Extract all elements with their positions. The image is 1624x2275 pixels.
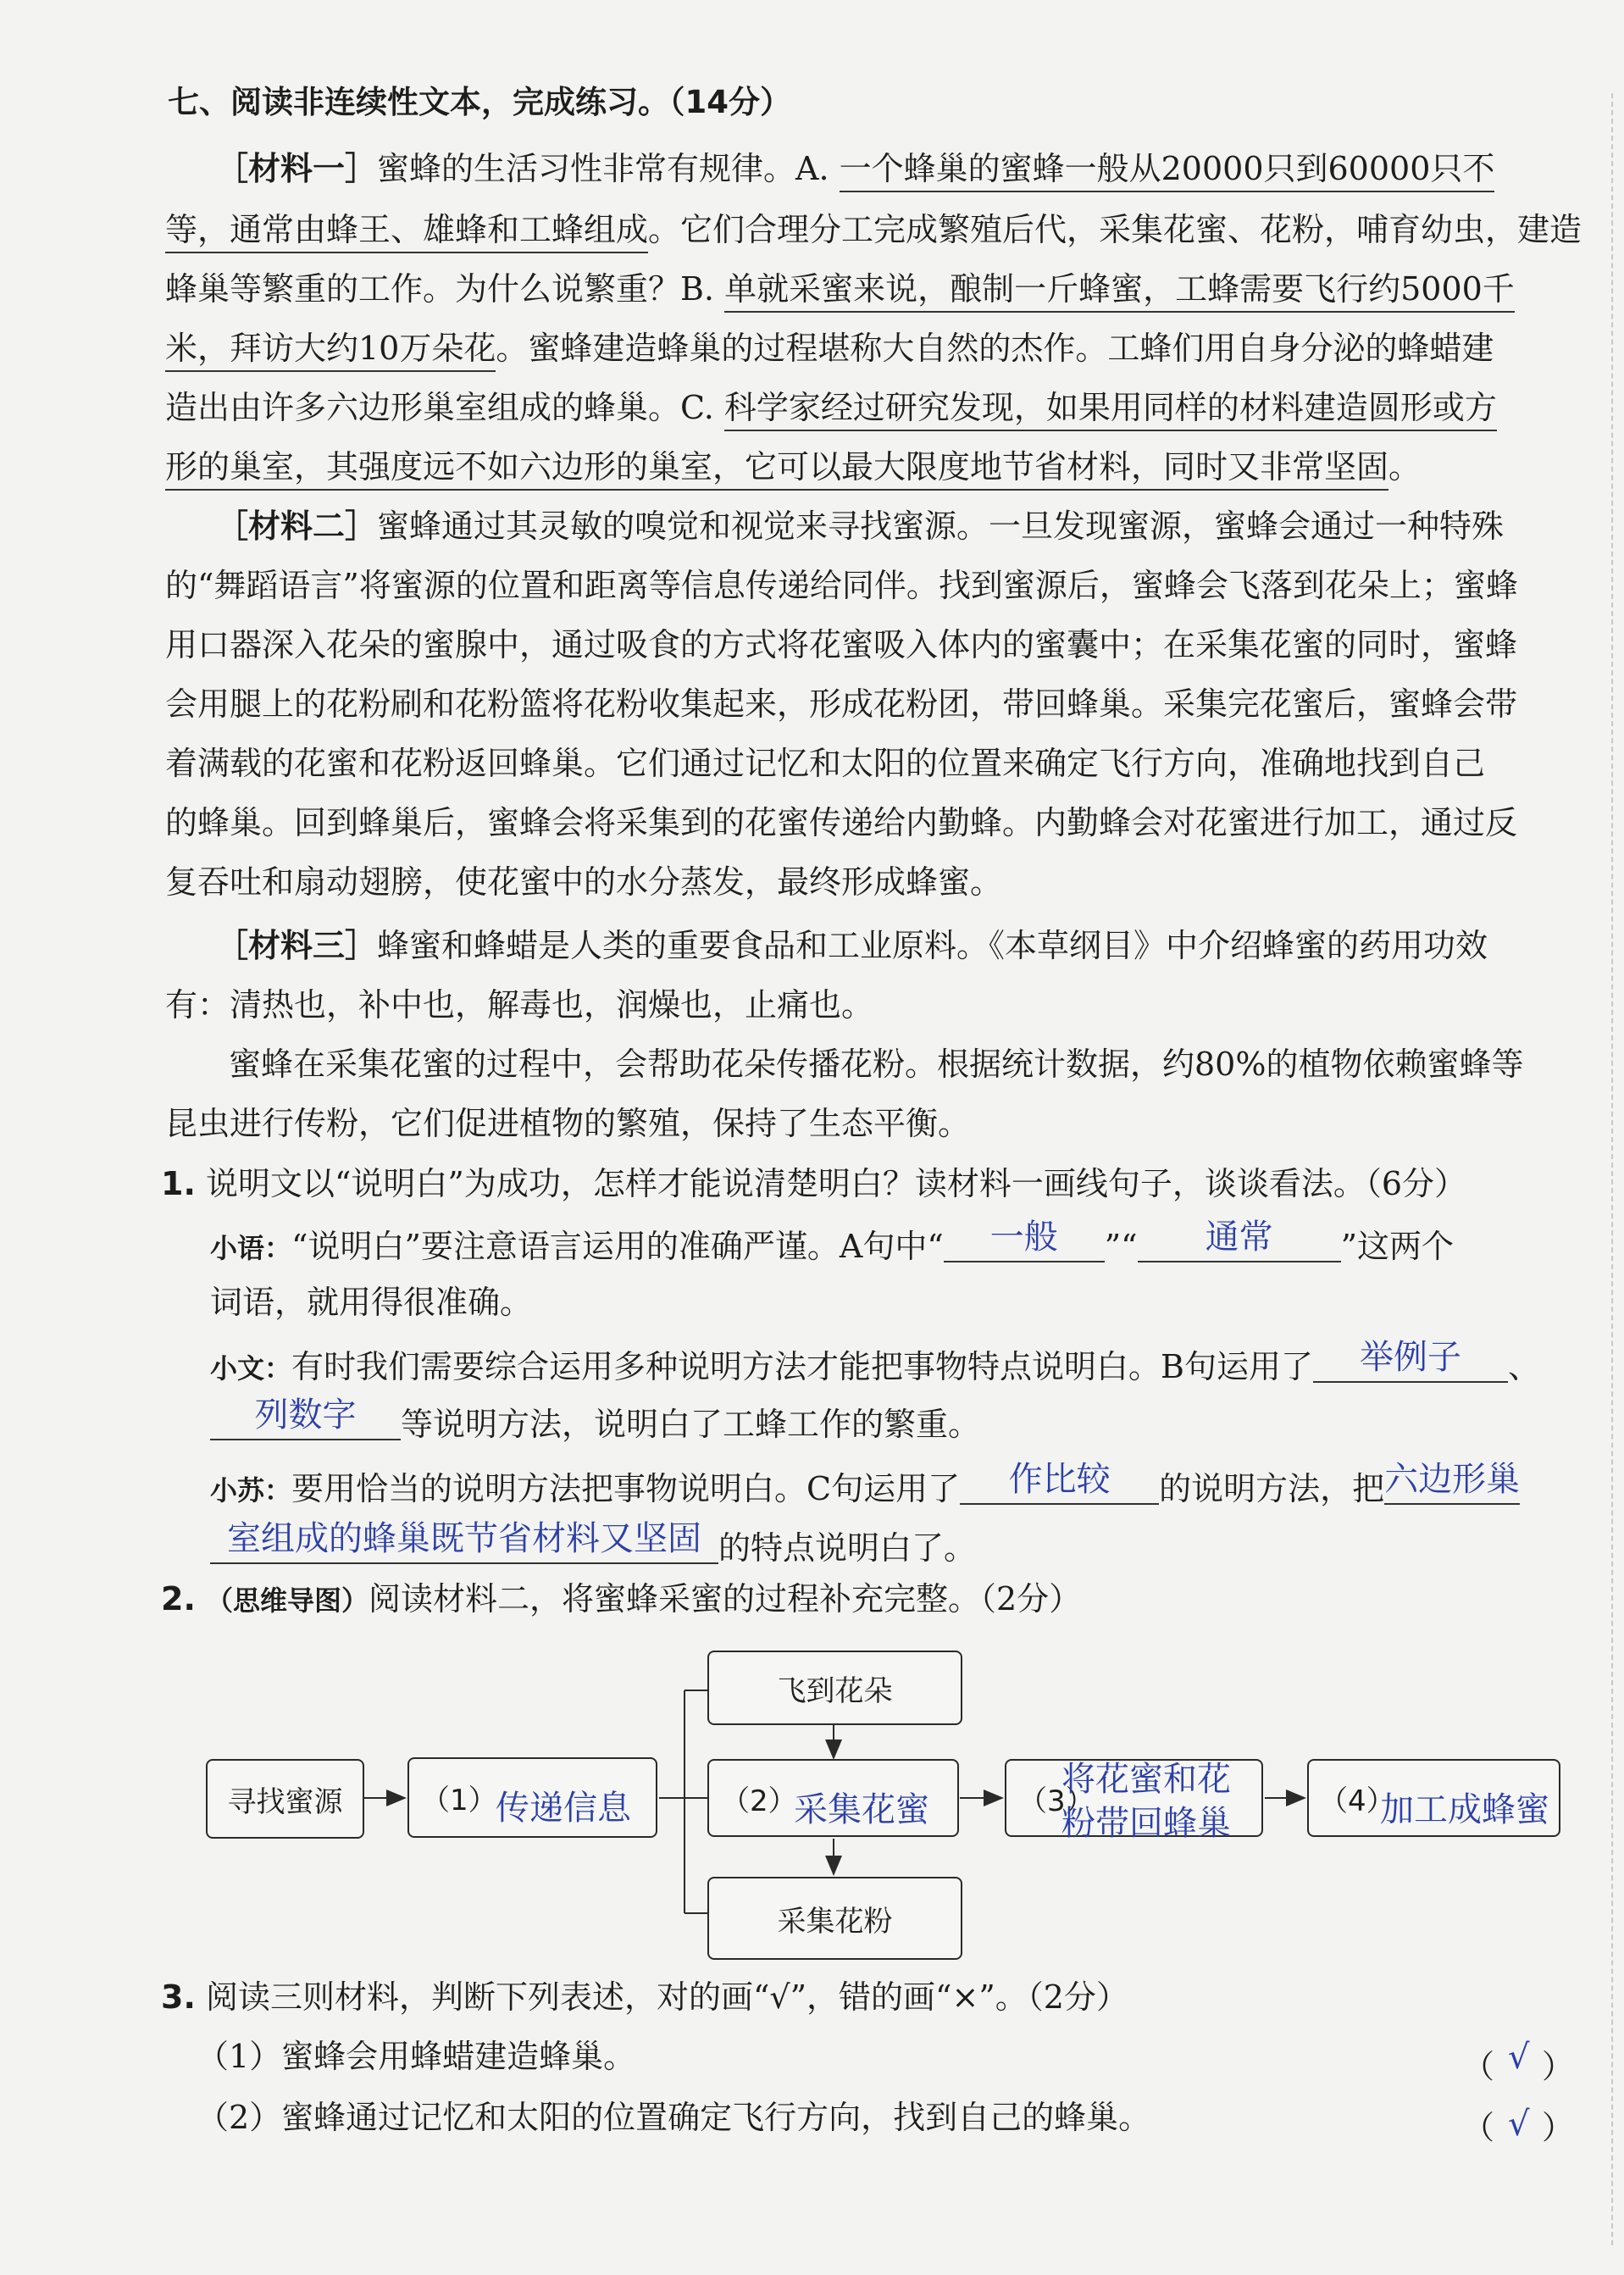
m2-line-3: 用口器深入花朵的蜜腺中，通过吸食的方式将花蜜吸入体内的蜜囊中；在采集花蜜的同时，蜜蜂 [165, 626, 1518, 663]
q1-xiaowen: 小文：有时我们需要综合运用多种说明方法才能把事物特点说明白。B句运用了 举例子 、 [210, 1338, 1540, 1385]
q3-item-1: （1）蜜蜂会用蜂蜡建造蜂巢。 [197, 2038, 636, 2075]
m1-tag: ［材料一］ [216, 150, 378, 187]
m1-line-1: ［材料一］蜜蜂的生活习性非常有规律。A. 一个蜂巢的蜜蜂一般从20000只到60000只不 [216, 153, 1494, 185]
m1-line-3: 蜂巢等繁重的工作。为什么说繁重？B. 单就采蜜来说，酿制一斤蜂蜜，工蜂需要飞行约5000千 [165, 273, 1515, 305]
answer-blank-1[interactable]: 一般 [944, 1229, 1105, 1262]
q3-item-2: （2）蜜蜂通过记忆和太阳的位置确定飞行方向，找到自己的蜂巢。 [197, 2099, 1151, 2136]
mindmap-node-4[interactable]: （4） 加工成蜂蜜 [1307, 1759, 1560, 1837]
answer-blank-5[interactable]: 作比较 [960, 1471, 1159, 1505]
m3-line-3: 蜜蜂在采集花蜜的过程中，会帮助花朵传播花粉。根据统计数据，约80%的植物依赖蜜蜂等 [229, 1046, 1524, 1083]
answer-blank-4[interactable]: 列数字 [210, 1407, 401, 1440]
mindmap-answer-4: 加工成蜂蜜 [1380, 1790, 1549, 1829]
q1-xiaosu: 小苏：要用恰当的说明方法把事物说明白。C句运用了 作比较 的说明方法，把 六边形巢 [210, 1460, 1521, 1507]
q1-prompt: 1. 说明文以“说明白”为成功，怎样才能说清楚明白？读材料一画线句子，谈谈看法。（6分） [161, 1165, 1467, 1202]
answer-blank-6b[interactable]: 室组成的蜂巢既节省材料又坚固 [210, 1530, 718, 1564]
m2-tag: ［材料二］ [216, 508, 378, 545]
mindmap-node-3[interactable]: （3） 将花蜜和花 粉带回蜂巢 [1005, 1759, 1263, 1837]
q2-prompt: 2. （思维导图）阅读材料二，将蜜蜂采蜜的过程补充完整。（2分） [161, 1580, 1082, 1617]
mindmap-node-1[interactable]: （1） 传递信息 [407, 1757, 657, 1838]
mindmap-tag: （思维导图） [205, 1584, 369, 1617]
underlined-sentence-b: 单就采蜜来说，酿制一斤蜂蜜，工蜂需要飞行约5000千 [724, 270, 1515, 313]
section-title: 七、阅读非连续性文本，完成练习。（14分） [168, 84, 791, 120]
q1-xiaowen-cont: 列数字 等说明方法，说明白了工蜂工作的繁重。 [210, 1407, 980, 1440]
m2-line-1: ［材料二］蜜蜂通过其灵敏的嗅觉和视觉来寻找蜜源。一旦发现蜜源，蜜蜂会通过一种特殊 [216, 508, 1505, 545]
q1-xiaoyu: 小语：“说明白”要注意语言运用的准确严谨。A句中“ 一般 ”“ 通常 ”这两个 [210, 1218, 1455, 1265]
q3-item-1-paren-open: （ [1462, 2048, 1495, 2085]
m1-line-2: 等，通常由蜂王、雄蜂和工蜂组成。它们合理分工完成繁殖后代，采集花蜜、花粉，哺育幼虫，建造 [165, 214, 1582, 246]
q3-item-2-paren-close: ） [1542, 2109, 1575, 2146]
q3-item-2-answer[interactable]: √ [1508, 2105, 1530, 2144]
q3-prompt: 3. 阅读三则材料，判断下列表述，对的画“√”，错的画“×”。（2分） [161, 1978, 1128, 2016]
m2-line-7: 复吞吐和扇动翅膀，使花蜜中的水分蒸发，最终形成蜂蜜。 [165, 863, 1003, 901]
mindmap-answer-3a: 将花蜜和花 [1061, 1760, 1231, 1799]
mindmap-start-node: 寻找蜜源 [206, 1759, 364, 1839]
mindmap-answer-1: 传递信息 [496, 1789, 631, 1828]
q1-xiaosu-cont: 室组成的蜂巢既节省材料又坚固 的特点说明白了。 [210, 1530, 976, 1564]
m3-line-2: 有：清热也，补中也，解毒也，润燥也，止痛也。 [165, 986, 874, 1024]
q3-item-1-paren-close: ） [1542, 2048, 1575, 2085]
answer-blank-2[interactable]: 通常 [1138, 1229, 1341, 1262]
m1-line-5: 造出由许多六边形巢室组成的蜂巢。C. 科学家经过研究发现，如果用同样的材料建造圆形或方 [165, 391, 1497, 424]
q1-xiaoyu-cont: 词语，就用得很准确。 [210, 1284, 533, 1321]
q3-item-2-paren-open: （ [1462, 2109, 1495, 2146]
m3-line-4: 昆虫进行传粉，它们促进植物的繁殖，保持了生态平衡。 [165, 1105, 971, 1142]
m2-line-5: 着满载的花蜜和花粉返回蜂巢。它们通过记忆和太阳的位置来确定飞行方向，准确地找到自己 [165, 745, 1486, 782]
mindmap-answer-2: 采集花蜜 [794, 1790, 929, 1829]
mindmap-answer-3b: 粉带回蜂巢 [1061, 1804, 1231, 1843]
m3-tag: ［材料三］ [216, 927, 378, 964]
m1-line-6: 形的巢室，其强度远不如六边形的巢室，它可以最大限度地节省材料，同时又非常坚固。 [165, 451, 1421, 483]
mindmap-top-node: 飞到花朵 [707, 1651, 962, 1725]
q3-item-1-answer[interactable]: √ [1508, 2038, 1530, 2077]
answer-blank-6a[interactable]: 六边形巢 [1384, 1471, 1520, 1505]
m1-line-4: 米，拜访大约10万朵花。蜜蜂建造蜂巢的过程堪称大自然的杰作。工蜂们用自身分泌的蜂蜡建 [165, 332, 1494, 364]
underlined-sentence-c: 科学家经过研究发现，如果用同样的材料建造圆形或方 [724, 389, 1497, 431]
answer-blank-3[interactable]: 举例子 [1313, 1349, 1508, 1383]
m2-line-4: 会用腿上的花粉刷和花粉篮将花粉收集起来，形成花粉团，带回蜂巢。采集完花蜜后，蜜蜂会带 [165, 685, 1518, 723]
mindmap-node-2[interactable]: （2） 采集花蜜 [707, 1759, 959, 1837]
m2-line-2: 的“舞蹈语言”将蜜源的位置和距离等信息传递给同伴。找到蜜源后，蜜蜂会飞落到花朵上；蜜蜂 [165, 567, 1518, 604]
m2-line-6: 的蜂巢。回到蜂巢后，蜜蜂会将采集到的花蜜传递给内勤蜂。内勤蜂会对花蜜进行加工，通过反 [165, 804, 1518, 841]
m3-line-1: ［材料三］蜂蜜和蜂蜡是人类的重要食品和工业原料。《本草纲目》中介绍蜂蜜的药用功效 [216, 927, 1488, 964]
mindmap-bottom-node: 采集花粉 [707, 1877, 962, 1960]
underlined-sentence-a: 一个蜂巢的蜜蜂一般从20000只到60000只不 [840, 150, 1495, 192]
